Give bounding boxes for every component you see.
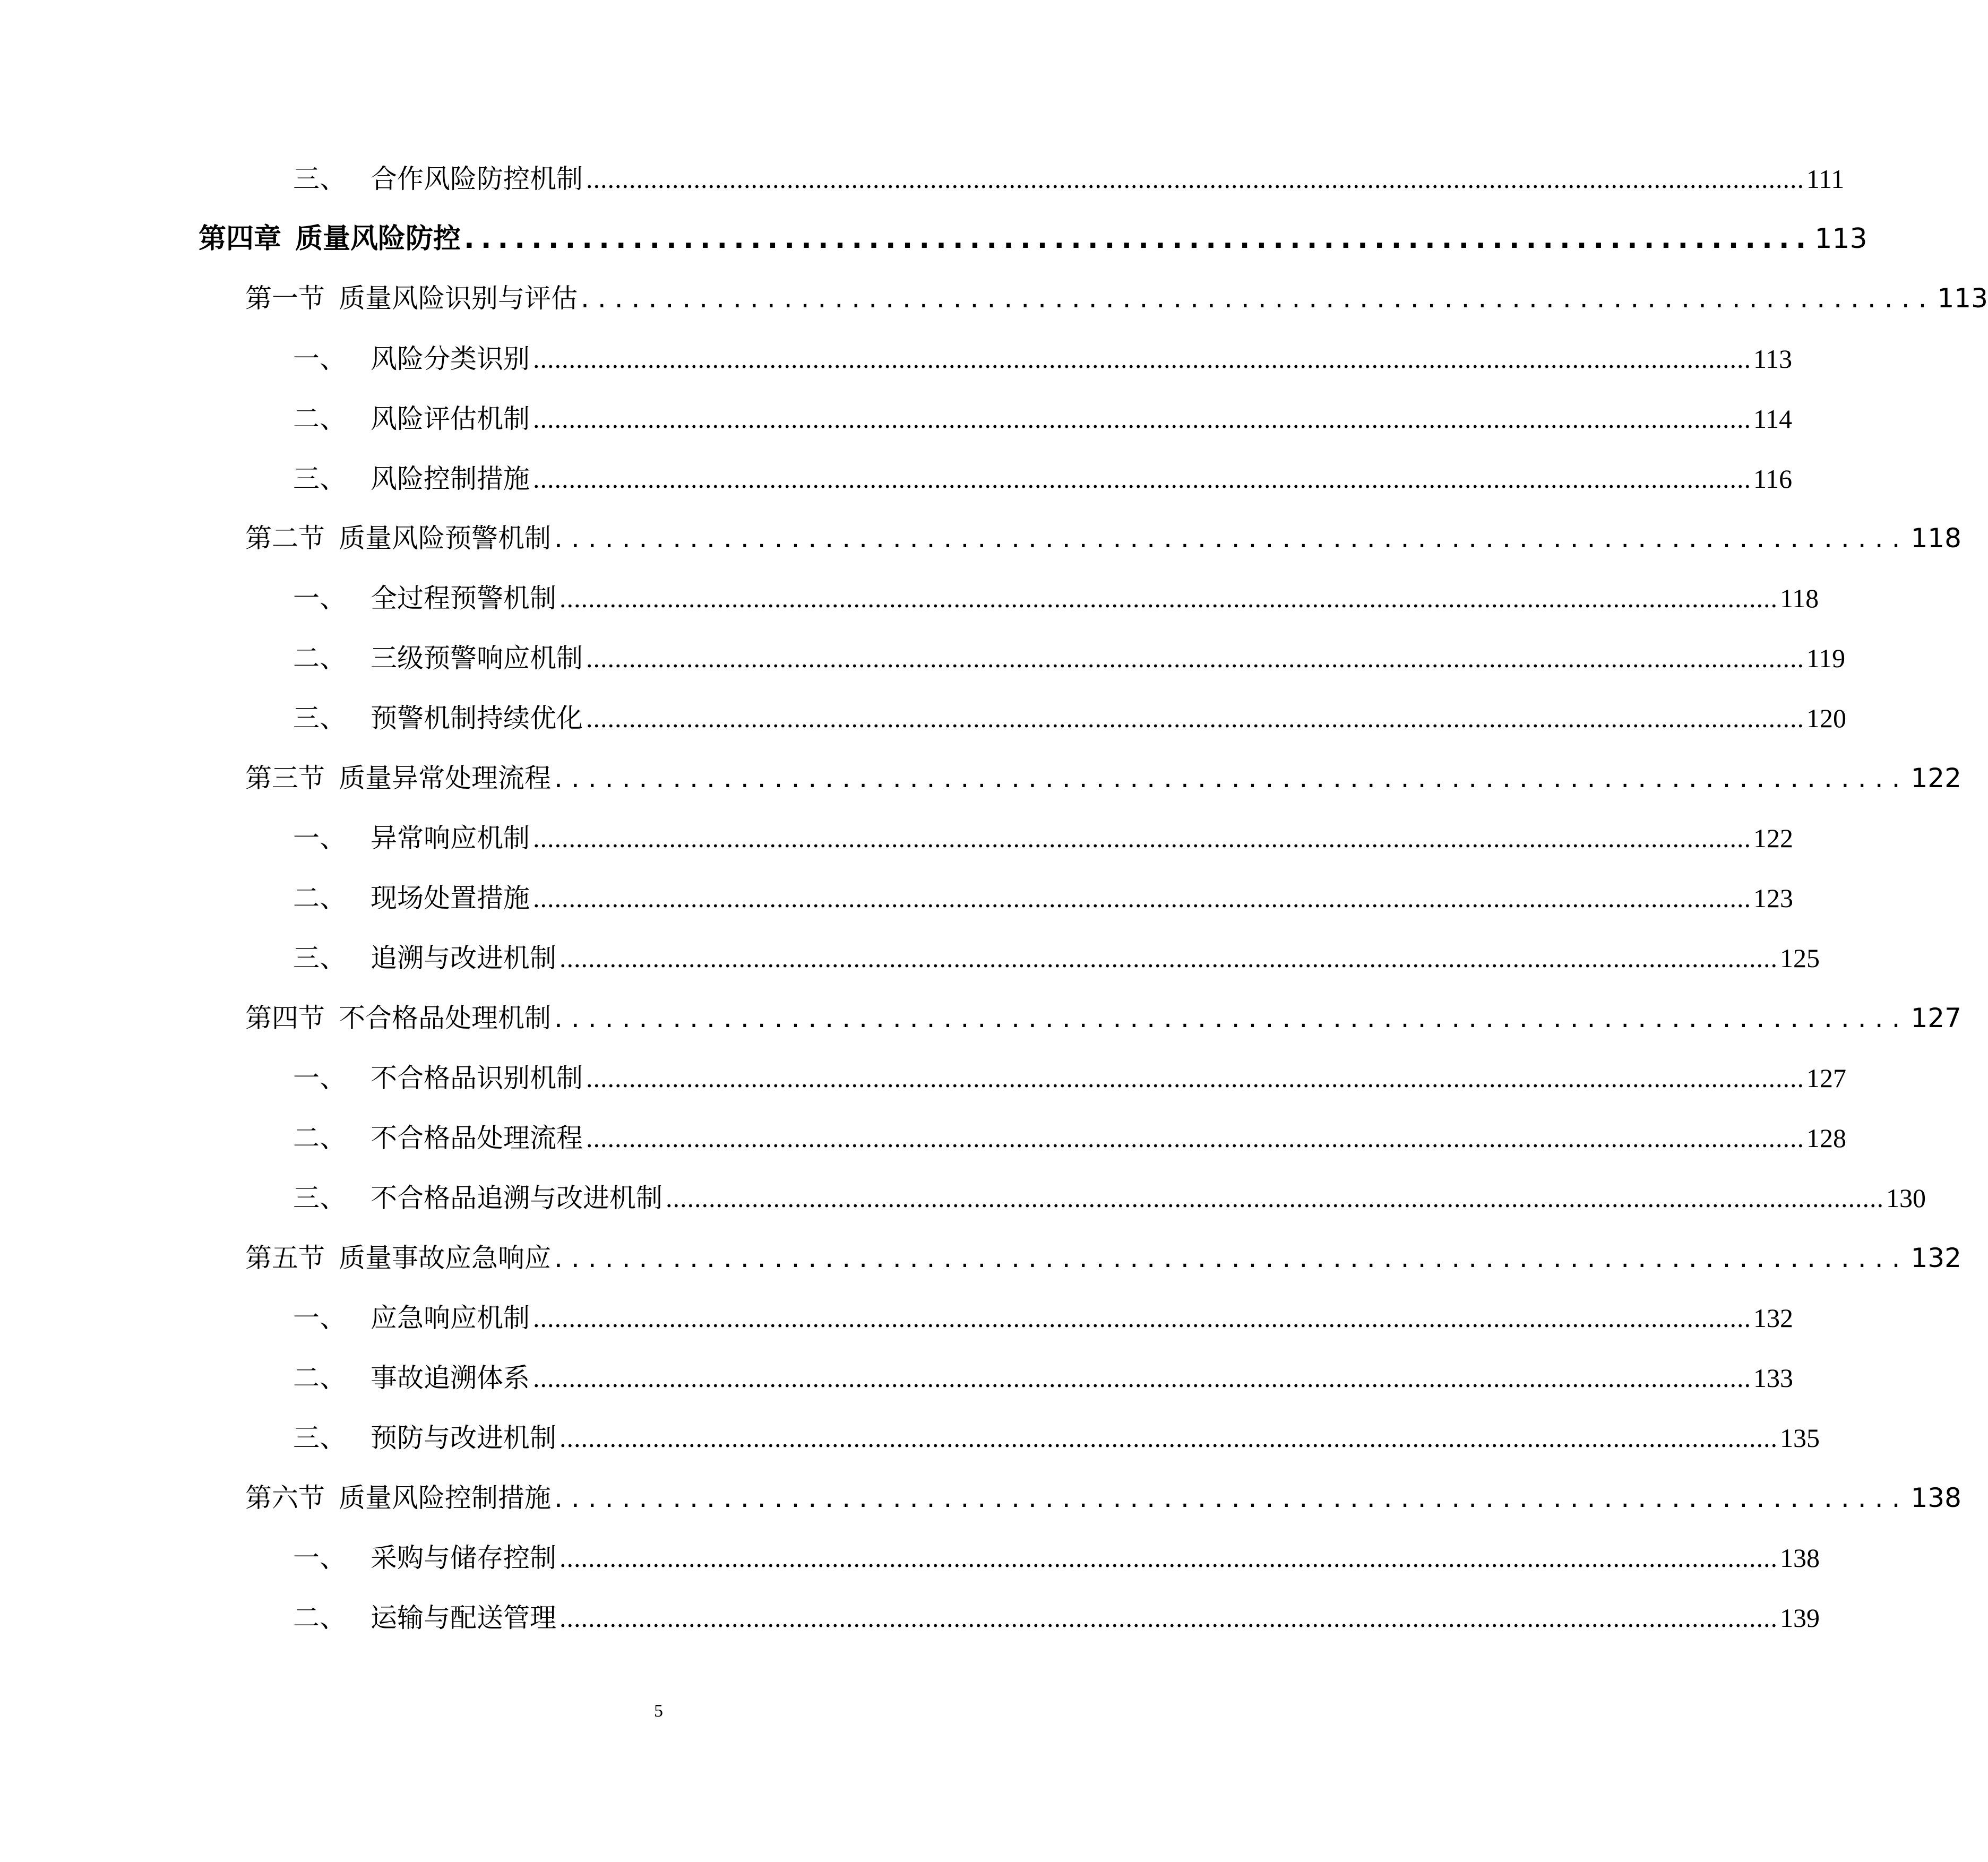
- toc-section-title: 质量风险控制措施: [339, 1482, 551, 1513]
- toc-entry-page: 113: [1753, 344, 1793, 374]
- toc-entry-page: 125: [1780, 943, 1820, 973]
- toc-entry-title: 运输与配送管理: [371, 1602, 556, 1633]
- dot-leader: ..........................................................................................................................................................................: [560, 1423, 1778, 1453]
- toc-entry-title: 不合格品追溯与改进机制: [371, 1183, 662, 1213]
- toc-entry-title: 追溯与改进机制: [371, 943, 556, 973]
- toc-entry[interactable]: [293, 637, 1846, 679]
- toc-entry-page: 132: [1753, 1303, 1793, 1333]
- toc-entry[interactable]: [293, 817, 1793, 859]
- toc-entry-title: 全过程预警机制: [371, 583, 556, 614]
- toc-entry-number: 二、: [293, 643, 346, 674]
- dot-leader: ..........................................................................................................................................................................: [666, 1183, 1884, 1213]
- toc-entry[interactable]: [293, 1417, 1820, 1459]
- toc-entry-number: 二、: [293, 883, 346, 913]
- toc-entry-page: 127: [1806, 1063, 1846, 1093]
- toc-entry[interactable]: [293, 1357, 1793, 1399]
- toc-entry-number: 三、: [293, 703, 346, 734]
- dot-leader: ................................................................................: [554, 1003, 1909, 1033]
- toc-entry-number: 三、: [293, 1183, 346, 1213]
- toc-entry[interactable]: [293, 158, 1845, 200]
- toc-entry-title: 应急响应机制: [371, 1303, 530, 1333]
- toc-entry-number: 一、: [293, 343, 346, 374]
- toc-entry-page: 135: [1780, 1423, 1820, 1453]
- toc-entry-number: 三、: [293, 943, 346, 973]
- dot-leader: ..........................................................................................................................................................................: [533, 464, 1751, 494]
- dot-leader: ..........................................................................................................................................................................: [560, 1603, 1778, 1633]
- toc-entry-title: 采购与储存控制: [371, 1542, 556, 1573]
- page-number: 5: [654, 1701, 663, 1721]
- toc-section-entry[interactable]: [245, 277, 1988, 320]
- toc-entry[interactable]: [293, 458, 1793, 500]
- toc-section-entry[interactable]: [245, 757, 1961, 799]
- toc-chapter-label: 第四章: [199, 223, 282, 255]
- toc-section-label: 第四节: [245, 1003, 325, 1033]
- toc-entry-page: 138: [1780, 1543, 1820, 1573]
- toc-entry-number: 一、: [293, 823, 346, 854]
- toc-entry-page: 128: [1806, 1123, 1846, 1153]
- toc-chapter-title: 质量风险防控: [295, 223, 461, 255]
- dot-leader: ..........................................................................................................................................................................: [533, 883, 1751, 913]
- dot-leader: ..........................................................................................................................................................................: [586, 703, 1804, 733]
- toc-entry[interactable]: [293, 1057, 1846, 1099]
- toc-entry-page: 133: [1753, 1363, 1793, 1393]
- toc-entry[interactable]: [293, 937, 1820, 979]
- toc-entry-title: 预防与改进机制: [371, 1423, 556, 1453]
- dot-leader: ..........................................................................................................................................................................: [533, 1363, 1751, 1393]
- dot-leader: ..........................................................................................................................................................................: [533, 823, 1751, 853]
- dot-leader: ..........................................................................................................................................................................: [560, 943, 1778, 973]
- dot-leader: ................................................................................: [554, 1482, 1909, 1513]
- toc-entry-title: 不合格品处理流程: [371, 1123, 583, 1153]
- dot-leader: ..........................................................................................................................................................................: [586, 1063, 1804, 1093]
- toc-entry-page: 116: [1753, 464, 1793, 494]
- toc-section-entry[interactable]: [245, 997, 1961, 1039]
- toc-entry[interactable]: [293, 697, 1846, 739]
- toc-entry-title: 风险评估机制: [371, 403, 530, 434]
- toc-entry-number: 三、: [293, 463, 346, 494]
- toc-entry-title: 事故追溯体系: [371, 1363, 530, 1393]
- toc-section-title: 不合格品处理机制: [339, 1003, 551, 1033]
- toc-entry-page: 113: [1937, 283, 1988, 314]
- toc-entry[interactable]: [293, 577, 1819, 619]
- toc-entry-number: 二、: [293, 1123, 346, 1153]
- toc-entry-number: 二、: [293, 1602, 346, 1633]
- toc-section-label: 第二节: [245, 523, 325, 554]
- toc-entry-page: 139: [1780, 1603, 1820, 1633]
- toc-entry-title: 三级预警响应机制: [371, 643, 583, 674]
- toc-entry-title: 预警机制持续优化: [371, 703, 583, 734]
- toc-section-label: 第三节: [245, 763, 325, 794]
- dot-leader: ................................................................................: [464, 223, 1813, 255]
- dot-leader: ..........................................................................................................................................................................: [586, 1123, 1804, 1153]
- toc-entry-title: 风险分类识别: [371, 343, 530, 374]
- toc-entry[interactable]: [293, 1537, 1820, 1579]
- toc-entry-page: 138: [1910, 1482, 1961, 1513]
- toc-entry[interactable]: [293, 1297, 1793, 1339]
- toc-entry-page: 120: [1806, 703, 1846, 733]
- toc-section-label: 第一节: [245, 283, 325, 314]
- toc-entry-page: 119: [1806, 643, 1846, 673]
- toc-entry-title: 现场处置措施: [371, 883, 530, 913]
- toc-section-title: 质量风险识别与评估: [339, 283, 578, 314]
- toc-entry-page: 132: [1910, 1243, 1961, 1273]
- dot-leader: ..........................................................................................................................................................................: [560, 1543, 1778, 1573]
- toc-entry-page: 123: [1753, 883, 1793, 913]
- toc-entry[interactable]: [293, 1117, 1846, 1159]
- toc-section-entry[interactable]: [245, 1237, 1961, 1279]
- toc-entry-number: 一、: [293, 1542, 346, 1573]
- toc-entry-page: 113: [1814, 223, 1867, 255]
- toc-entry-number: 二、: [293, 1363, 346, 1393]
- toc-entry-page: 122: [1910, 763, 1961, 794]
- toc-entry-page: 114: [1753, 404, 1793, 434]
- toc-section-title: 质量事故应急响应: [339, 1243, 551, 1273]
- toc-entry-title: 风险控制措施: [371, 463, 530, 494]
- toc-entry-number: 一、: [293, 583, 346, 614]
- toc-entry-page: 111: [1806, 164, 1845, 194]
- toc-entry-page: 130: [1886, 1183, 1926, 1213]
- toc-chapter-entry[interactable]: [199, 218, 1867, 260]
- toc-entry[interactable]: [293, 877, 1793, 919]
- toc-entry[interactable]: [293, 1177, 1926, 1219]
- dot-leader: ................................................................................: [581, 283, 1935, 314]
- toc-entry-page: 127: [1910, 1003, 1961, 1033]
- toc-entry-number: 三、: [293, 163, 346, 194]
- toc-entry-title: 合作风险防控机制: [371, 163, 583, 194]
- dot-leader: ..........................................................................................................................................................................: [560, 583, 1778, 613]
- toc-entry-page: 118: [1780, 583, 1819, 613]
- toc-section-title: 质量异常处理流程: [339, 763, 551, 794]
- toc-entry-title: 不合格品识别机制: [371, 1063, 583, 1093]
- toc-section-label: 第五节: [245, 1243, 325, 1273]
- toc-section-entry[interactable]: [245, 1477, 1961, 1519]
- dot-leader: ..........................................................................................................................................................................: [533, 404, 1751, 434]
- toc-entry-number: 一、: [293, 1063, 346, 1093]
- toc-entry-number: 二、: [293, 403, 346, 434]
- dot-leader: ..........................................................................................................................................................................: [533, 344, 1751, 374]
- toc-entry-number: 三、: [293, 1423, 346, 1453]
- dot-leader: ................................................................................: [554, 763, 1909, 794]
- dot-leader: ..........................................................................................................................................................................: [586, 164, 1804, 194]
- toc-entry[interactable]: [293, 338, 1793, 380]
- dot-leader: ..........................................................................................................................................................................: [533, 1303, 1751, 1333]
- dot-leader: ................................................................................: [554, 523, 1909, 554]
- toc-entry-title: 异常响应机制: [371, 823, 530, 854]
- toc-entry-number: 一、: [293, 1303, 346, 1333]
- toc-entry-page: 118: [1910, 523, 1961, 554]
- toc-entry[interactable]: [293, 398, 1793, 440]
- toc-section-label: 第六节: [245, 1482, 325, 1513]
- dot-leader: ..........................................................................................................................................................................: [586, 643, 1804, 673]
- toc-section-title: 质量风险预警机制: [339, 523, 551, 554]
- dot-leader: ................................................................................: [554, 1243, 1909, 1273]
- toc-section-entry[interactable]: [245, 517, 1961, 559]
- toc-entry[interactable]: [293, 1597, 1820, 1639]
- toc-entry-page: 122: [1753, 823, 1793, 853]
